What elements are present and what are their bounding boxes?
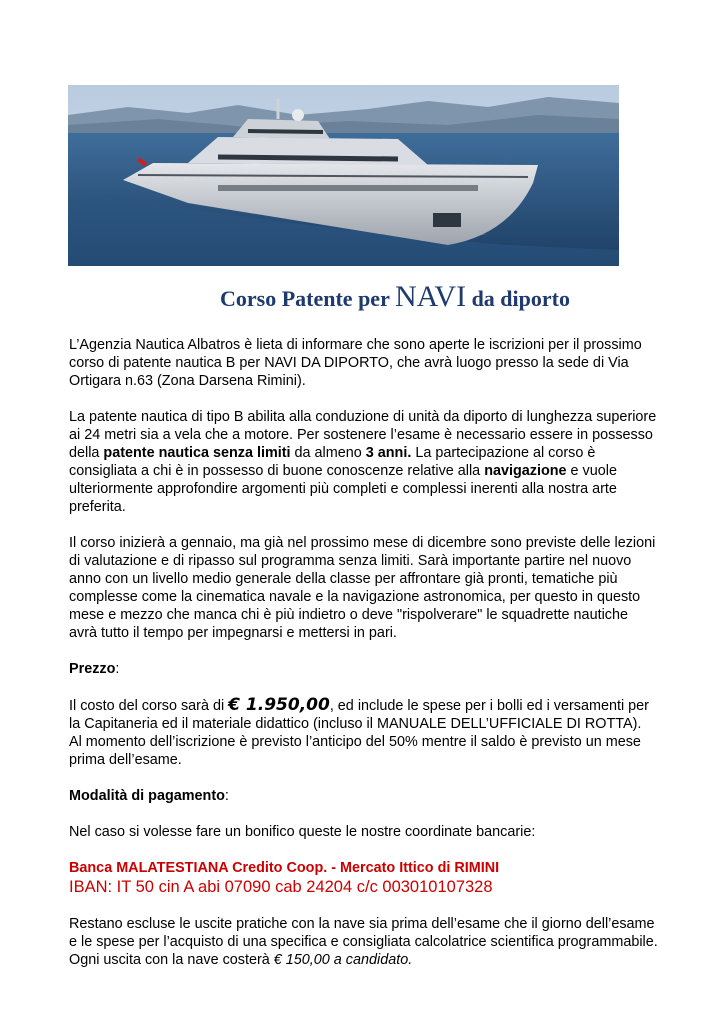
text: La patente nautica di tipo B abilita alla conduzione di unità da diporto di lunghezza superiore ai 24 metri sia a vela che a motore. Per sostenere l’esame è necessario essere in possesso della: [69, 409, 657, 461]
price-heading: [69, 660, 659, 678]
text: da almeno: [290, 445, 366, 461]
title-part3: da diporto: [466, 286, 570, 311]
text: La partecipazione al corso è consigliata a chi è in possesso di buone conoscenze relative alla: [69, 445, 596, 479]
text: , ed include le spese per i bolli ed i versamenti per la Capitaneria ed il materiale didattico (incluso il MANUALE DELL’UFFICIALE DI ROTTA).: [69, 698, 649, 732]
bold-text: 3 anni.: [365, 445, 412, 461]
bank-name: Banca MALATESTIANA Credito Coop. - Mercato Ittico di RIMINI: [69, 860, 500, 876]
price-amount: € 1.950,00: [228, 695, 330, 715]
text: Al momento dell’iscrizione è previsto l’anticipo del 50% mentre il saldo è previsto un mese prima dell’esame.: [69, 734, 641, 768]
price-paragraph: [69, 696, 659, 769]
title-navi: NAVI: [394, 280, 467, 313]
iban: IBAN: IT 50 cin A abi 07090 cab 24204 c/c 003010107328: [69, 878, 493, 896]
payment-heading: [69, 787, 659, 805]
colon: :: [224, 788, 229, 804]
colon: :: [115, 661, 120, 677]
course-paragraph: Il corso inizierà a gennaio, ma già nel prossimo mese di dicembre sono previste delle lezioni di valutazione e di ripasso sul programma senza limiti. Sarà importante partire nel nuovo anno con un livello medio generale della classe per affrontare già pronti, tematiche più complesse come la cinematica navale e la navigazione astronomica, per questo in questo mese e mezzo che manca chi è più indietro o deve "rispolverare" le squadrette nautiche avrà tutto il tempo per impegnarsi e mettersi in pari.: [69, 535, 656, 641]
bank-details: [69, 859, 659, 897]
payment-paragraph: Nel caso si volesse fare un bonifico queste le nostre coordinate bancarie:: [69, 824, 536, 840]
closing-paragraph: [69, 915, 659, 969]
license-paragraph: [69, 408, 659, 516]
title-part1: Corso Patente per: [220, 286, 395, 311]
bold-text: patente nautica senza limiti: [103, 445, 291, 461]
text: e vuole ulteriormente approfondire argomenti più completi e complessi inerenti alla nostra arte preferita.: [69, 463, 617, 515]
intro-paragraph: L’Agenzia Nautica Albatros è lieta di informare che sono aperte le iscrizioni per il prossimo corso di patente nautica B per NAVI DA DIPORTO, che avrà luogo presso la sede di Via Ortigara n.63 (Zona Darsena Rimini).: [69, 337, 642, 389]
text: Restano escluse le uscite pratiche con la nave sia prima dell’esame che il giorno dell’esame e le spese per l’acquisto di una specifica e consigliata calcolatrice scientifica programmabile. Ogni uscita con la nave costerà: [69, 916, 658, 968]
heading-text: Prezzo: [69, 661, 116, 677]
document-body: [69, 336, 659, 987]
page-title: [220, 280, 570, 314]
heading-text: Modalità di pagamento: [69, 788, 225, 804]
cost-per-outing: € 150,00 a candidato.: [273, 952, 413, 968]
bold-text: navigazione: [484, 463, 567, 479]
text: Il costo del corso sarà di: [69, 698, 229, 714]
yacht-photo: [68, 85, 619, 266]
